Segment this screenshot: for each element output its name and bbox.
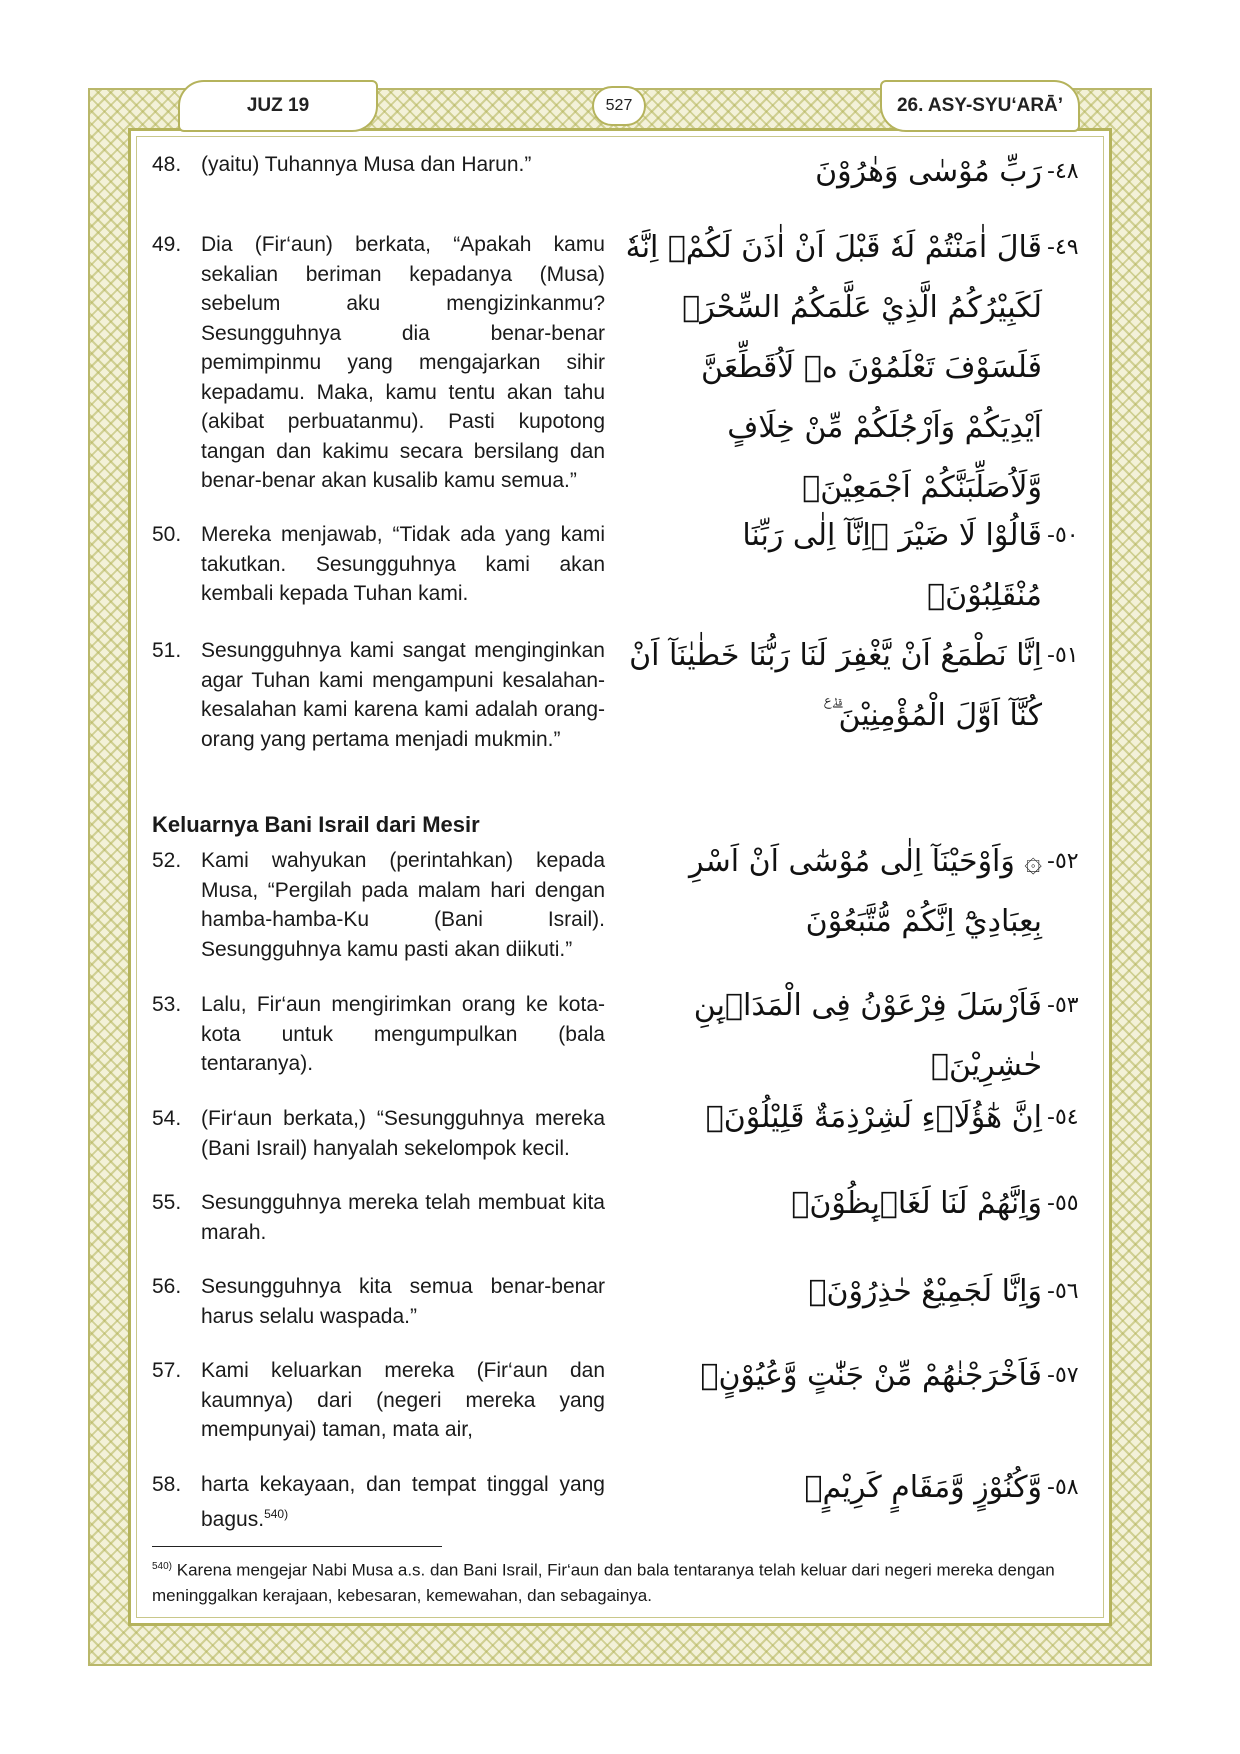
- section-heading: Keluarnya Bani Israil dari Mesir: [152, 812, 480, 837]
- verse-translation: Kami keluarkan mereka (Fir‘aun dan kaumnya) dari (negeri mereka yang mempunyai) taman, mata air,: [201, 1359, 605, 1441]
- verse-translation: (Fir‘aun berkata,) “Sesungguhnya mereka (Bani Israil) hanyalah sekelompok kecil.: [201, 1107, 605, 1160]
- arabic-verse: اِنَّا نَطْمَعُ اَنْ يَّغْفِرَ لَنَا رَبُّنَا خَطٰيٰنَآ اَنْ كُنَّآ اَوَّلَ الْمُؤْمِنِيْنَ ۗ ࣖ: [629, 638, 1042, 733]
- verse-number: 50.: [152, 523, 182, 546]
- verse-translation: (yaitu) Tuhannya Musa dan Harun.”: [201, 153, 532, 176]
- verse-number: 57.: [152, 1359, 182, 1382]
- verse-translation: Dia (Fir‘aun) berkata, “Apakah kamu sekalian beriman kepadanya (Musa) sebelum aku mengizinkanmu? Sesungguhnya dia benar-benar pemimpinmu yang mengajarkan sihir kepadamu. Maka, kamu tentu akan tahu (akibat perbuatanmu). Pasti kupotong tangan dan kakimu secara bersilang dan benar-benar akan kusalib kamu semua.”: [201, 233, 605, 492]
- footnote-rule: [152, 1546, 442, 1547]
- footnote-ref: 540): [264, 1506, 289, 1521]
- verse-number: 51.: [152, 639, 182, 662]
- arabic-verse: فَاَرْسَلَ فِرْعَوْنُ فِى الْمَدَاۤىِٕنِ حٰشِرِيْنَۚ: [693, 988, 1042, 1083]
- arabic-verse: رَبِّ مُوْسٰى وَهٰرُوْنَ: [815, 154, 1042, 189]
- verse-number: 58.: [152, 1473, 182, 1496]
- verse-translation: Mereka menjawab, “Tidak ada yang kami takutkan. Sesungguhnya kami akan kembali kepada Tuhan kami.: [201, 523, 605, 605]
- footnote-marker: 540): [152, 1561, 173, 1572]
- arabic-verse-number: -٤٩: [1047, 235, 1079, 260]
- arabic-verse: قَالُوْا لَا ضَيْرَ ۖاِنَّآ اِلٰى رَبِّنَا مُنْقَلِبُوْنَۚ: [742, 518, 1042, 613]
- arabic-verse-number: -٥٨: [1047, 1475, 1079, 1500]
- arabic-verse: قَالَ اٰمَنْتُمْ لَهٗ قَبْلَ اَنْ اٰذَنَ لَكُمْۚ اِنَّهٗ لَكَبِيْرُكُمُ الَّذِيْ عَلَّمَكُمُ السِّحْرَۚ فَلَسَوْفَ تَعْلَمُوْنَ ەۗ لَاُقَطِّعَنَّ اَيْدِيَكُمْ وَاَرْجُلَكُمْ مِّنْ خِلَافٍ وَّلَاُصَلِّبَنَّكُمْ اَجْمَعِيْنَۚ: [625, 230, 1042, 505]
- arabic-verse: وَّكُنُوْزٍ وَّمَقَامٍ كَرِيْمٍۙ: [804, 1470, 1042, 1505]
- arabic-verse-number: -٥٦: [1047, 1279, 1079, 1304]
- footnote-text: Karena mengejar Nabi Musa a.s. dan Bani Israil, Fir‘aun dan bala tentaranya telah keluar dari negeri mereka dengan meninggalkan kerajaan, kebesaran, kemewahan, dan sebagainya.: [152, 1560, 1055, 1605]
- arabic-verse: اِنَّ هٰٓؤُلَاۤءِ لَشِرْذِمَةٌ قَلِيْلُوْنَۙ: [705, 1100, 1042, 1135]
- arabic-verse-number: -٥٤: [1047, 1105, 1079, 1130]
- verse-translation: [201, 1470, 605, 1534]
- juz-label: JUZ 19: [178, 80, 378, 132]
- verse-translation: Kami wahyukan (perintahkan) kepada Musa, “Pergilah pada malam hari dengan hamba-hamba-Ku (Bani Israil). Sesungguhnya kamu pasti akan diikuti.”: [201, 849, 605, 961]
- arabic-verse-number: -٥٢: [1047, 849, 1079, 874]
- verse-number: 49.: [152, 233, 182, 256]
- verse-translation: Sesungguhnya kita semua benar-benar harus selalu waspada.”: [201, 1275, 605, 1328]
- arabic-verse: وَاِنَّهُمْ لَنَا لَغَاۤىِٕظُوْنَۙ: [791, 1186, 1042, 1221]
- verse-translation: Sesungguhnya mereka telah membuat kita marah.: [201, 1191, 605, 1244]
- arabic-verse: ۞ وَاَوْحَيْنَآ اِلٰى مُوْسٰٓى اَنْ اَسْرِ بِعِبَادِيْٓ اِنَّكُمْ مُّتَّبَعُوْنَ: [689, 844, 1042, 939]
- verse-number: 55.: [152, 1191, 182, 1214]
- arabic-verse-number: -٥٥: [1047, 1191, 1079, 1216]
- arabic-verse: فَاَخْرَجْنٰهُمْ مِّنْ جَنّٰتٍ وَّعُيُوْنٍۙ: [700, 1358, 1042, 1393]
- verse-number: 48.: [152, 153, 182, 176]
- verse-number: 56.: [152, 1275, 182, 1298]
- verse-translation: Sesungguhnya kami sangat menginginkan agar Tuhan kami mengampuni kesalahan-kesalahan kami karena kami adalah orang-orang yang pertama menjadi mukmin.”: [201, 639, 605, 751]
- verse-number: 53.: [152, 993, 182, 1016]
- arabic-verse-number: -٥٠: [1047, 523, 1079, 548]
- surah-title: 26. ASY-SYU‘ARĀ’: [880, 80, 1080, 132]
- arabic-verse: وَاِنَّا لَجَمِيْعٌ حٰذِرُوْنَۗ: [808, 1274, 1042, 1309]
- verse-text: harta kekayaan, dan tempat tinggal yang bagus.: [201, 1473, 605, 1531]
- arabic-verse-number: -٥٧: [1047, 1363, 1079, 1388]
- verse-translation: Lalu, Fir‘aun mengirimkan orang ke kota-kota untuk mengumpulkan (bala tentaranya).: [201, 993, 605, 1075]
- page-number: 527: [592, 86, 646, 126]
- arabic-verse-number: -٥١: [1047, 643, 1079, 668]
- verse-number: 54.: [152, 1107, 182, 1130]
- footnote: [152, 1554, 1088, 1608]
- arabic-verse-number: -٥٣: [1047, 993, 1079, 1018]
- verse-number: 52.: [152, 849, 182, 872]
- arabic-verse-number: -٤٨: [1047, 159, 1079, 184]
